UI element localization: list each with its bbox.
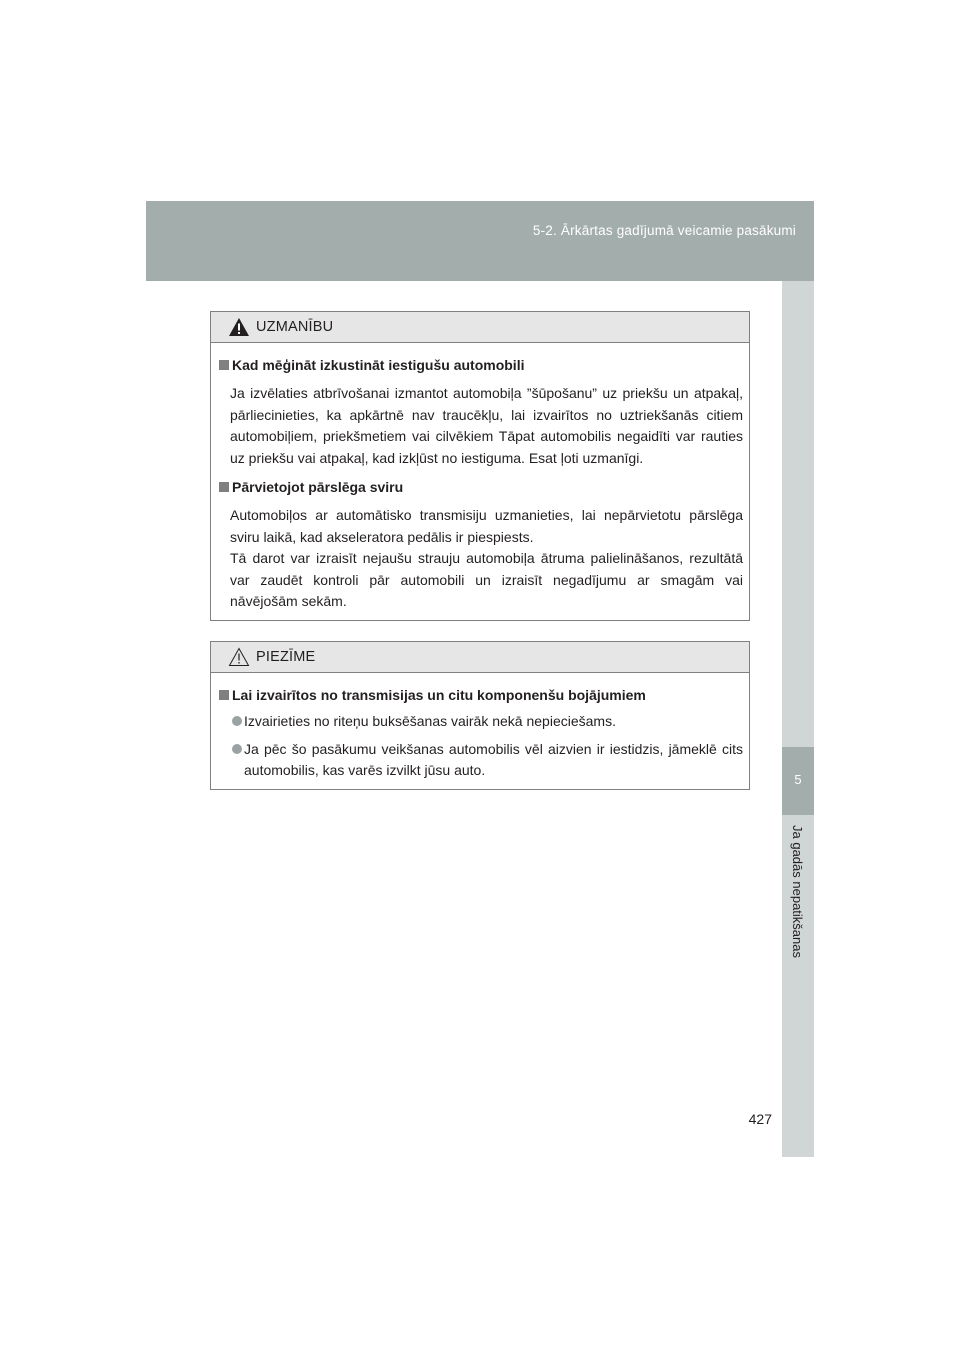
chapter-tab [782, 747, 814, 815]
chapter-number: 5 [794, 772, 802, 787]
notice-icon [228, 647, 250, 667]
notice-box [210, 641, 750, 790]
page-number: 427 [748, 1111, 772, 1127]
caution-box [210, 311, 750, 621]
caution-item-heading-text: Kad mēģināt izkustināt iestigušu automobili [232, 357, 525, 373]
round-bullet-icon [232, 744, 242, 754]
notice-bullet-text: Izvairieties no riteņu buksēšanas vairāk nekā nepieciešams. [244, 713, 616, 729]
square-bullet-icon [219, 482, 229, 492]
notice-bullet-text: Ja pēc šo pasākumu veikšanas automobilis vēl aizvien ir iestidzis, jāmeklē cits automobilis, kas varēs izvilkt jūsu auto. [244, 740, 743, 778]
caution-item-paragraph: Ja izvēlaties atbrīvošanai izmantot automobiļa ”šūpošanu” uz priekšu un atpakaļ, pārliecinieties, ka apkārtnē nav traucēkļu, lai izvairītos no uztriekšanās citiem automobiļiem, priekšmetiem vai cilvēkiem Tāpat automobilis negaidīti var rauties uz priekšu vai atpakaļ, kad izkļūst no iestiguma. Esat ļoti uzmanīgi. [230, 385, 743, 466]
notice-heading [217, 685, 743, 705]
square-bullet-icon [219, 690, 229, 700]
section-title: 5-2. Ārkārtas gadījumā veicamie pasākumi [532, 223, 796, 238]
notice-title: PIEZĪME [256, 649, 316, 665]
section-header-band [146, 201, 814, 281]
chapter-title: Ja gadās nepatikšanas [790, 825, 805, 958]
notice-bullet [217, 711, 743, 733]
round-bullet-icon [232, 716, 242, 726]
caution-header [211, 312, 749, 343]
notice-bullet [217, 739, 743, 782]
caution-item-paragraph: Automobiļos ar automātisko transmisiju uzmanieties, lai nepārvietotu pārslēga sviru laikā, kad akseleratora pedālis ir piespiests. [230, 507, 743, 545]
caution-title: UZMANĪBU [256, 319, 334, 335]
chapter-title-vertical [782, 825, 814, 1125]
square-bullet-icon [219, 360, 229, 370]
caution-item-heading [217, 355, 743, 375]
warning-icon [228, 317, 250, 337]
notice-heading-text: Lai izvairītos no transmisijas un citu komponenšu bojājumiem [232, 687, 646, 703]
notice-body [211, 673, 749, 804]
notice-header [211, 642, 749, 673]
caution-body [211, 343, 749, 637]
caution-item-heading [217, 477, 743, 497]
caution-item-heading-text: Pārvietojot pārslēga sviru [232, 479, 404, 495]
caution-item-paragraph: Tā darot var izraisīt nejaušu strauju automobiļa ātruma palielināšanos, rezultātā var zaudēt kontroli pār automobili un izraisīt negadījumu ar smagām vai nāvējošām sekām. [230, 550, 743, 609]
